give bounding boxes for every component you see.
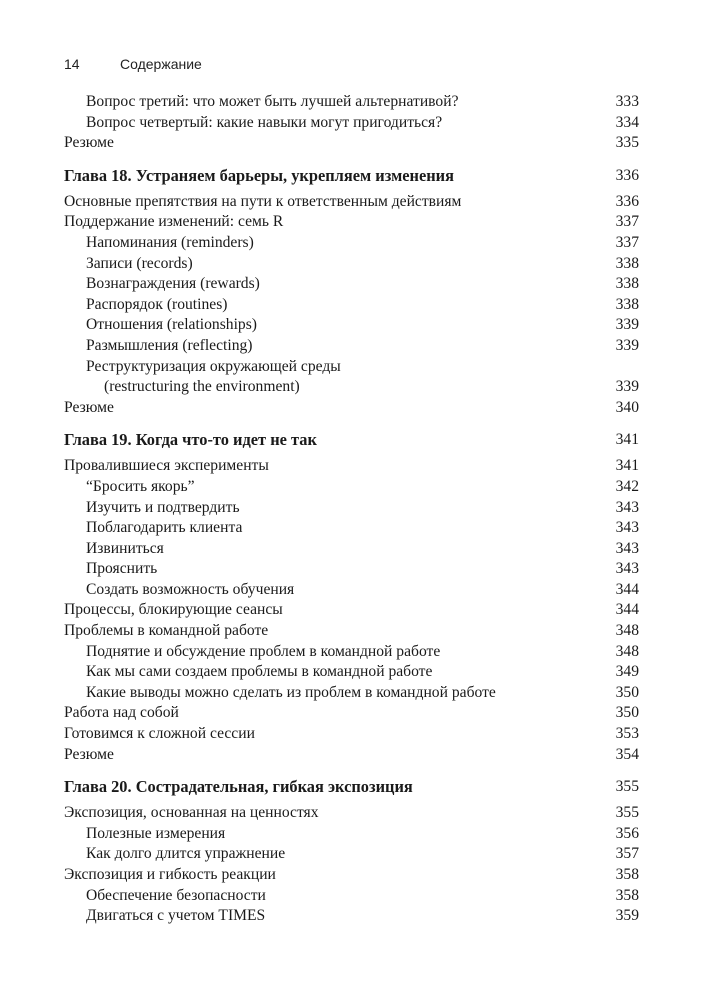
toc-entry-title: Резюме: [64, 398, 114, 416]
toc-entry: [64, 295, 639, 316]
toc-entry: [64, 621, 639, 642]
toc-entry-title: Изучить и подтвердить: [86, 498, 240, 516]
toc-entry: [64, 192, 639, 213]
toc-entry: [64, 906, 639, 927]
toc-entry-page: 350: [615, 683, 639, 701]
toc-entry: [64, 724, 639, 745]
toc-chapter-heading: [64, 775, 639, 799]
toc-entry-title: Резюме: [64, 745, 114, 763]
toc-entry-title: Резюме: [64, 134, 114, 152]
toc-entry-title: (restructuring the environment): [104, 378, 300, 396]
toc-entry: [64, 133, 639, 154]
toc-entry-title: Готовимся к сложной сессии: [64, 725, 255, 743]
toc-entry: [64, 600, 639, 621]
toc-entry-title: Полезные измерения: [86, 824, 226, 842]
toc-entry-title: Проблемы в командной работе: [64, 622, 269, 640]
toc-entry-page: 339: [615, 378, 639, 396]
toc-entry: [64, 703, 639, 724]
toc-entry-page: 343: [615, 560, 639, 578]
toc-entry: [64, 498, 639, 519]
toc-entry: [64, 539, 639, 560]
toc-entry-title: Записи (records): [86, 254, 193, 272]
toc-entry-title: Реструктуризация окружающей среды: [86, 357, 341, 375]
toc-entry-page: 354: [615, 745, 639, 763]
toc-entry: [64, 315, 639, 336]
toc-entry-title: Какие выводы можно сделать из проблем в командной работе: [86, 683, 496, 701]
toc-entry: [64, 398, 639, 419]
toc-entry-title: Вопрос третий: что может быть лучшей альтернативой?: [86, 93, 459, 110]
toc-entry: [64, 254, 639, 275]
toc-entry-title: Процессы, блокирующие сеансы: [64, 601, 283, 619]
toc-entry-page: 338: [615, 275, 639, 293]
toc-entry-page: 339: [615, 336, 639, 354]
toc-entry: [64, 113, 639, 134]
toc-entry: [64, 559, 639, 580]
toc-entry-title: Работа над собой: [64, 704, 179, 722]
toc-entry-page: 358: [615, 866, 639, 883]
toc-entry-title: Распорядок (routines): [86, 295, 228, 313]
toc-entry: [64, 642, 639, 663]
toc-entry-page: 359: [615, 907, 639, 925]
toc-entry-page: 336: [615, 192, 639, 210]
toc-entry-title: Поблагодарить клиента: [86, 519, 243, 537]
toc-entry-page: 338: [615, 254, 639, 272]
toc-entry-title: Как мы сами создаем проблемы в командной работе: [86, 663, 433, 681]
toc-entry-page: 353: [615, 725, 639, 743]
toc-entry-page: 344: [615, 601, 639, 619]
toc-entry-title: Размышления (reflecting): [86, 336, 253, 354]
toc-entry-title: Отношения (relationships): [86, 316, 257, 334]
toc-entry-page: 349: [615, 663, 639, 681]
toc-entry-page: 343: [615, 498, 639, 516]
toc-entry-page: 343: [615, 539, 639, 557]
toc-entry-page: 335: [615, 134, 639, 152]
toc-entry-title: Вопрос четвертый: какие навыки могут пригодиться?: [86, 113, 443, 131]
toc-entry-page: 340: [615, 398, 639, 416]
toc-entry-page: 355: [615, 778, 639, 796]
running-head: [64, 55, 202, 73]
page-number: 14: [64, 56, 80, 72]
toc-chapter-heading: [64, 428, 639, 452]
toc-entry-page: 338: [615, 295, 639, 313]
toc-entry-page: 339: [615, 316, 639, 334]
toc-entry: [64, 886, 639, 907]
toc-entry-title: Прояснить: [86, 560, 158, 578]
toc-entry: [64, 518, 639, 539]
table-of-contents: [64, 92, 639, 927]
toc-entry-title: Поддержание изменений: семь R: [64, 213, 284, 231]
toc-entry-page: 342: [615, 477, 639, 495]
toc-entry-title: Как долго длится упражнение: [86, 845, 286, 863]
toc-entry: [64, 803, 639, 824]
toc-entry-page: 341: [615, 457, 639, 475]
toc-entry: [64, 233, 639, 254]
toc-entry-page: 355: [615, 804, 639, 822]
toc-entry-title: Экспозиция и гибкость реакции: [64, 866, 276, 883]
toc-entry-page: 337: [615, 213, 639, 231]
toc-entry: [64, 212, 639, 233]
toc-entry: [64, 456, 639, 477]
toc-entry-page: 348: [615, 622, 639, 640]
toc-entry-title: Извиниться: [86, 539, 164, 557]
toc-entry-title: Вознаграждения (rewards): [86, 275, 260, 293]
toc-entry-page: 343: [615, 519, 639, 537]
toc-entry-title: Глава 18. Устраняем барьеры, укрепляем изменения: [64, 165, 454, 185]
toc-entry: [64, 683, 639, 704]
toc-entry-title: Провалившиеся эксперименты: [64, 457, 269, 475]
toc-entry-page: 357: [615, 845, 639, 863]
toc-entry-title: Создать возможность обучения: [86, 580, 295, 598]
toc-entry: [64, 580, 639, 601]
toc-entry-page: 348: [615, 642, 639, 660]
toc-entry-page: 358: [615, 886, 639, 904]
toc-entry-page: 350: [615, 704, 639, 722]
toc-entry: [64, 357, 639, 378]
toc-entry-page: 333: [615, 93, 639, 110]
toc-entry: [64, 824, 639, 845]
toc-entry: [64, 92, 639, 113]
toc-entry-title: Экспозиция, основанная на ценностях: [64, 804, 319, 822]
toc-entry-page: 344: [615, 580, 639, 598]
toc-entry: [64, 745, 639, 766]
toc-entry: [64, 844, 639, 865]
toc-entry-title: Основные препятствия на пути к ответственным действиям: [64, 192, 462, 210]
toc-entry: [64, 336, 639, 357]
toc-entry: [64, 662, 639, 683]
toc-entry-title: Глава 20. Сострадательная, гибкая экспозиция: [64, 777, 413, 797]
toc-entry: [64, 865, 639, 886]
toc-chapter-heading: [64, 164, 639, 188]
toc-entry-title: Глава 19. Когда что-то идет не так: [64, 430, 317, 450]
toc-entry-page: 341: [615, 431, 639, 449]
toc-entry-page: 334: [615, 113, 639, 131]
section-title: Содержание: [120, 56, 202, 72]
toc-entry-page: 356: [615, 824, 639, 842]
toc-entry: [64, 477, 639, 498]
toc-entry-title: “Бросить якорь”: [86, 477, 195, 495]
toc-entry-title: Двигаться с учетом TIMES: [86, 907, 266, 925]
toc-entry-title: Поднятие и обсуждение проблем в командной работе: [86, 642, 441, 660]
toc-entry-title: Обеспечение безопасности: [86, 886, 266, 904]
toc-entry-title: Напоминания (reminders): [86, 233, 254, 251]
toc-entry: [64, 377, 639, 398]
toc-entry-page: 337: [615, 233, 639, 251]
toc-entry: [64, 274, 639, 295]
toc-entry-page: 336: [615, 166, 639, 184]
